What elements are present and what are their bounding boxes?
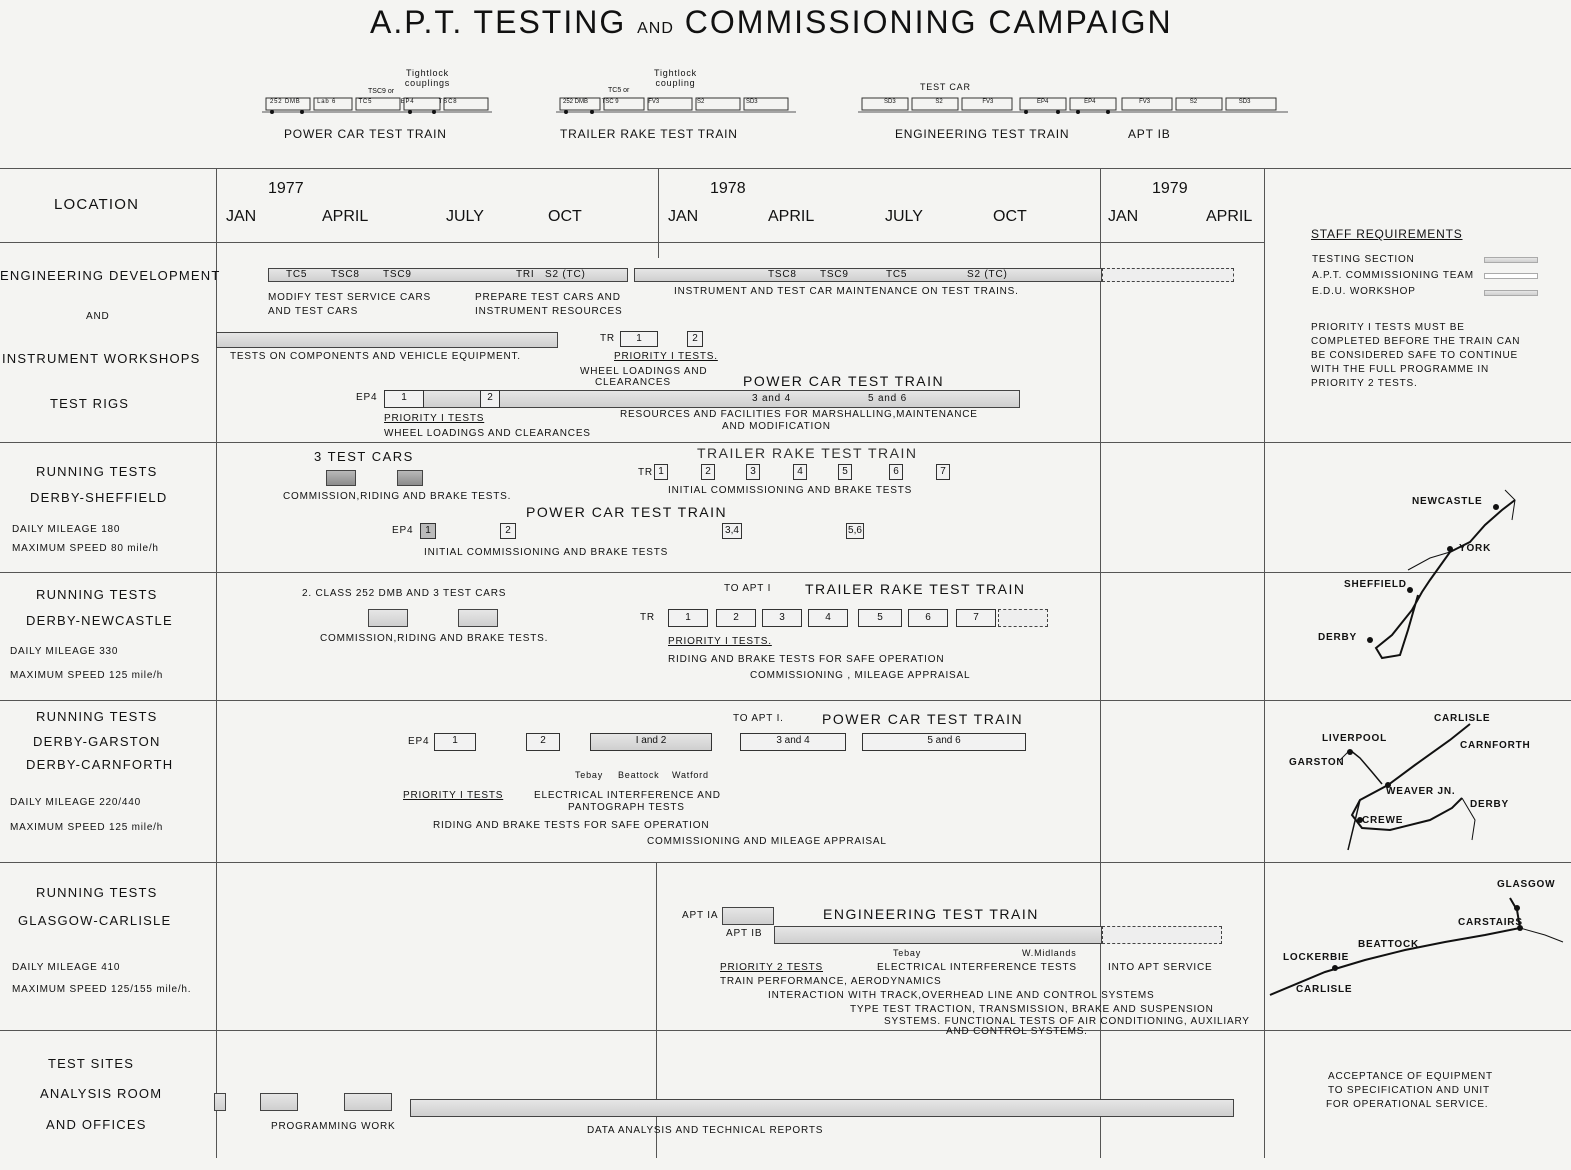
map-label-carlisle: CARLISLE (1434, 713, 1491, 724)
car-tag: S2 (TC) (545, 269, 586, 280)
task-bar (634, 268, 1102, 282)
car-label: FV3 (1139, 99, 1151, 105)
map-label-beattock: BEATTOCK (1358, 939, 1420, 950)
task-label: TESTS ON COMPONENTS AND VEHICLE EQUIPMENT. (230, 351, 521, 362)
map-label-glasgow: GLASGOW (1497, 879, 1556, 890)
stage-label: 5 and 6 (868, 393, 907, 404)
task-label: INSTRUMENT AND TEST CAR MAINTENANCE ON TEST TRAINS. (674, 286, 1019, 297)
site-label: W.Midlands (1022, 948, 1077, 958)
row-location: RUNNING TESTS (36, 464, 158, 479)
task-bar-future (998, 609, 1048, 627)
car-tag: TSC8 (331, 269, 360, 280)
tr-test-block: 5 (838, 464, 852, 480)
car-label: Lab 6 (317, 99, 337, 105)
tr-test-block: 2 (716, 609, 756, 627)
month-label: JAN (668, 208, 699, 225)
power-car-note2: TSC9 or (368, 88, 395, 95)
map-label-weaver-jn: WEAVER JN. (1386, 786, 1456, 797)
task-label: AND TEST CARS (268, 306, 359, 317)
task-label: WHEEL LOADINGS AND (580, 366, 708, 377)
test-cars-heading: 3 TEST CARS (314, 449, 414, 464)
month-label: APRIL (322, 208, 369, 225)
legend-swatch (1484, 257, 1538, 263)
map-label-lockerbie: LOCKERBIE (1283, 952, 1350, 963)
car-tag: TRI (516, 269, 535, 280)
car-label: 252 DMB (270, 99, 301, 105)
task-label: MODIFY TEST SERVICE CARS (268, 292, 431, 303)
power-car-car-labels (270, 99, 457, 105)
to-apt-label: TO APT I (724, 583, 772, 594)
max-speed: MAXIMUM SPEED 80 mile/h (12, 543, 159, 554)
train-heading: POWER CAR TEST TRAIN (743, 373, 945, 389)
tr-tag: TR (600, 333, 615, 344)
task-bar (368, 609, 408, 627)
task-bar (216, 332, 558, 348)
row-location: RUNNING TESTS (36, 885, 158, 900)
map-label-newcastle: NEWCASTLE (1412, 496, 1483, 507)
task-label: INITIAL COMMISSIONING AND BRAKE TESTS (668, 485, 913, 496)
task-label: 2. CLASS 252 DMB AND 3 TEST CARS (302, 588, 507, 599)
map-label-crewe: CREWE (1362, 815, 1404, 826)
task-label: CLEARANCES (595, 377, 671, 388)
train-heading: TRAILER RAKE TEST TRAIN (805, 581, 1026, 597)
priority-label: PRIORITY I TESTS. (614, 351, 718, 362)
daily-mileage: DAILY MILEAGE 220/440 (10, 797, 141, 808)
row-location: DERBY-GARSTON (33, 734, 161, 749)
task-bar (397, 470, 423, 486)
tr-test-block: 6 (908, 609, 948, 627)
train-heading: ENGINEERING TEST TRAIN (823, 906, 1039, 922)
car-tag: TSC8 (768, 269, 797, 280)
max-speed: MAXIMUM SPEED 125/155 mile/h. (12, 984, 192, 995)
max-speed: MAXIMUM SPEED 125 mile/h (10, 822, 164, 833)
legend-item: A.P.T. COMMISSIONING TEAM (1312, 270, 1474, 281)
map-label-liverpool: LIVERPOOL (1322, 733, 1387, 744)
test-block: 1 (620, 331, 658, 347)
map-label-carstairs: CARSTAIRS (1458, 917, 1523, 928)
route-map-derby-newcastle (1280, 480, 1560, 680)
priority-label: PRIORITY I TESTS (403, 790, 504, 801)
task-label: INTO APT SERVICE (1108, 962, 1213, 973)
priority-label: PRIORITY I TESTS (384, 413, 485, 424)
car-label: FV3 (982, 99, 994, 105)
ep4-tag: EP4 (408, 736, 430, 747)
power-car-label: POWER CAR TEST TRAIN (284, 127, 447, 141)
task-bar (344, 1093, 392, 1111)
car-label: SD3 (884, 99, 896, 105)
priority-note-line: WITH THE FULL PROGRAMME IN (1311, 364, 1490, 375)
car-label: TSC8 (438, 99, 458, 105)
row-divider (0, 862, 1571, 863)
engineering-note: TEST CAR (920, 82, 971, 92)
car-label: FV3 (648, 99, 660, 105)
tr-test-block: 1 (654, 464, 668, 480)
car-tag: TC5 (286, 269, 308, 280)
legend-swatch (1484, 273, 1538, 279)
task-bar (260, 1093, 298, 1111)
test-block: 5,6 (846, 523, 864, 539)
car-tag: TSC9 (820, 269, 849, 280)
car-label: S2 (935, 99, 943, 105)
test-block: 2 (687, 331, 703, 347)
task-label: PROGRAMMING WORK (271, 1121, 396, 1132)
map-label-sheffield: SHEFFIELD (1344, 579, 1407, 590)
daily-mileage: DAILY MILEAGE 180 (12, 524, 121, 535)
task-bar (326, 470, 356, 486)
month-label: JAN (226, 208, 257, 225)
row-location: AND (86, 311, 110, 322)
trailer-rake-note: Tightlock coupling (654, 68, 697, 88)
row-location: AND OFFICES (46, 1117, 147, 1132)
tr-test-block: 7 (936, 464, 950, 480)
priority-note-line: PRIORITY 2 TESTS. (1311, 378, 1418, 389)
row-divider (0, 1030, 1571, 1031)
legend-swatch (1484, 290, 1538, 296)
test-block: I and 2 (590, 733, 712, 751)
task-bar (458, 609, 498, 627)
test-block: 2 (480, 390, 500, 408)
tr-test-block: 5 (858, 609, 902, 627)
train-heading: POWER CAR TEST TRAIN (526, 504, 728, 520)
apt-ib-label: APT IB (1128, 127, 1171, 141)
month-label: JULY (446, 208, 484, 225)
column-divider (216, 168, 217, 1158)
test-block: 1 (434, 733, 476, 751)
location-header: LOCATION (54, 196, 140, 213)
tr-test-block: 7 (956, 609, 996, 627)
tr-test-block: 4 (808, 609, 848, 627)
ep4-tag: EP4 (356, 392, 378, 403)
task-label: INITIAL COMMISSIONING AND BRAKE TESTS (424, 547, 669, 558)
site-label: Tebay (893, 948, 922, 958)
staff-requirements-heading: STAFF REQUIREMENTS (1311, 227, 1463, 241)
car-label: TSC 9 (601, 99, 619, 105)
row-divider (0, 700, 1571, 701)
car-tag: S2 (TC) (967, 269, 1008, 280)
map-label-york: YORK (1459, 543, 1492, 554)
year-1978: 1978 (710, 180, 746, 197)
priority-note-line: COMPLETED BEFORE THE TRAIN CAN (1311, 336, 1521, 347)
month-label: JAN (1108, 208, 1139, 225)
task-label: COMMISSION,RIDING AND BRAKE TESTS. (320, 633, 549, 644)
map-label-derby: DERBY (1470, 799, 1510, 810)
row-location: RUNNING TESTS (36, 587, 158, 602)
tr-test-block: 2 (701, 464, 715, 480)
stage-label: 3 and 4 (752, 393, 791, 404)
to-apt-label: TO APT I. (733, 713, 784, 724)
year-1977: 1977 (268, 180, 304, 197)
tr-test-block: 6 (889, 464, 903, 480)
test-block: 3,4 (722, 523, 742, 539)
task-label: AND CONTROL SYSTEMS. (946, 1026, 1088, 1037)
year-divider (658, 168, 659, 258)
legend-item: E.D.U. WORKSHOP (1312, 286, 1416, 297)
tr-tag: TR (638, 467, 653, 478)
task-bar (410, 1099, 1234, 1117)
task-label: WHEEL LOADINGS AND CLEARANCES (384, 428, 591, 439)
map-label-garston: GARSTON (1289, 757, 1345, 768)
month-label: APRIL (768, 208, 815, 225)
car-label: S2 (696, 99, 705, 105)
tr-test-block: 3 (746, 464, 760, 480)
task-label: AND MODIFICATION (722, 421, 831, 432)
engineering-car-labels (884, 99, 1250, 105)
car-tag: TSC9 (383, 269, 412, 280)
apt-1a-tag: APT IA (682, 910, 719, 921)
max-speed: MAXIMUM SPEED 125 mile/h (10, 670, 164, 681)
task-label: COMMISSION,RIDING AND BRAKE TESTS. (283, 491, 512, 502)
row-location: INSTRUMENT WORKSHOPS (2, 351, 201, 366)
test-block: 2 (526, 733, 560, 751)
row-location: ENGINEERING DEVELOPMENT (0, 268, 221, 283)
map-label-carnforth: CARNFORTH (1460, 740, 1531, 751)
task-label: PANTOGRAPH TESTS (568, 802, 685, 813)
task-label: DATA ANALYSIS AND TECHNICAL REPORTS (587, 1125, 824, 1136)
row-location: GLASGOW-CARLISLE (18, 913, 172, 928)
row-location: TEST RIGS (50, 396, 130, 411)
tr-tag: TR (640, 612, 655, 623)
task-label: ELECTRICAL INTERFERENCE AND (534, 790, 721, 801)
site-label: Tebay (575, 770, 604, 780)
car-label: EP4 (1084, 99, 1096, 105)
car-label: SD3 (745, 99, 758, 105)
task-label: PREPARE TEST CARS AND (475, 292, 621, 303)
task-label: TRAIN PERFORMANCE, AERODYNAMICS (720, 976, 942, 987)
test-block: 1 (384, 390, 424, 408)
task-label: COMMISSIONING , MILEAGE APPRAISAL (750, 670, 971, 681)
task-label: COMMISSIONING AND MILEAGE APPRAISAL (647, 836, 887, 847)
car-label: EP4 (1037, 99, 1049, 105)
engineering-label: ENGINEERING TEST TRAIN (895, 127, 1070, 141)
priority-note-line: PRIORITY I TESTS MUST BE (1311, 322, 1465, 333)
month-label: APRIL (1206, 208, 1253, 225)
power-car-note: Tightlock couplings (404, 68, 451, 88)
test-block: 2 (500, 523, 516, 539)
map-label-derby: DERBY (1318, 632, 1358, 643)
daily-mileage: DAILY MILEAGE 410 (12, 962, 121, 973)
month-label: OCT (993, 208, 1027, 225)
car-label: SD3 (1238, 99, 1251, 105)
title-part2: COMMISSIONING CAMPAIGN (684, 4, 1173, 40)
train-heading: POWER CAR TEST TRAIN (822, 711, 1024, 727)
row-location: DERBY-CARNFORTH (26, 757, 174, 772)
daily-mileage: DAILY MILEAGE 330 (10, 646, 119, 657)
task-bar (214, 1093, 226, 1111)
task-label: RIDING AND BRAKE TESTS FOR SAFE OPERATION (668, 654, 945, 665)
tr-test-block: 4 (793, 464, 807, 480)
train-heading: TRAILER RAKE TEST TRAIN (697, 445, 918, 461)
task-bar (722, 907, 774, 925)
car-label: EP4 (400, 99, 415, 105)
acceptance-line: FOR OPERATIONAL SERVICE. (1326, 1099, 1489, 1110)
ep4-tag: EP4 (392, 525, 414, 536)
legend-item: TESTING SECTION (1312, 254, 1415, 265)
test-block: 1 (420, 523, 436, 539)
acceptance-line: ACCEPTANCE OF EQUIPMENT (1328, 1071, 1493, 1082)
row-location: ANALYSIS ROOM (40, 1086, 163, 1101)
task-label: RIDING AND BRAKE TESTS FOR SAFE OPERATION (433, 820, 710, 831)
priority-note-line: BE CONSIDERED SAFE TO CONTINUE (1311, 350, 1518, 361)
month-label: OCT (548, 208, 582, 225)
month-label: JULY (885, 208, 923, 225)
row-location: RUNNING TESTS (36, 709, 158, 724)
task-label: SYSTEMS. FUNCTIONAL TESTS OF AIR CONDITIONING, AUXILIARY (884, 1016, 1250, 1027)
task-label: RESOURCES AND FACILITIES FOR MARSHALLING,MAINTENANCE (620, 409, 978, 420)
row-location: DERBY-SHEFFIELD (30, 490, 168, 505)
page-title (370, 4, 1173, 41)
priority-label: PRIORITY I TESTS. (668, 636, 772, 647)
site-label: Watford (672, 770, 709, 780)
car-tag: TC5 (886, 269, 908, 280)
map-label-carlisle: CARLISLE (1296, 984, 1353, 995)
acceptance-line: TO SPECIFICATION AND UNIT (1328, 1085, 1490, 1096)
priority-label: PRIORITY 2 TESTS (720, 962, 824, 973)
task-label: INSTRUMENT RESOURCES (475, 306, 623, 317)
row-divider (0, 242, 1264, 243)
apt-1b-tag: APT IB (726, 928, 763, 939)
title-and: AND (637, 20, 674, 37)
car-label: TC5 (358, 99, 373, 105)
tr-test-block: 3 (762, 609, 802, 627)
row-location: DERBY-NEWCASTLE (26, 613, 173, 628)
test-block: 5 and 6 (862, 733, 1026, 751)
title-part1: A.P.T. TESTING (370, 4, 627, 40)
trailer-rake-label: TRAILER RAKE TEST TRAIN (560, 127, 738, 141)
trailer-rake-car-labels (563, 99, 758, 105)
task-bar-future (1102, 926, 1222, 944)
task-bar-future (1102, 268, 1234, 282)
task-label: INTERACTION WITH TRACK,OVERHEAD LINE AND CONTROL SYSTEMS (768, 990, 1155, 1001)
trailer-rake-note2: TC5 or (608, 87, 630, 94)
row-location: TEST SITES (48, 1056, 135, 1071)
car-label: 252 DMB (563, 99, 589, 105)
tr-test-block: 1 (668, 609, 708, 627)
car-label: S2 (1189, 99, 1198, 105)
task-label: ELECTRICAL INTERFERENCE TESTS (877, 962, 1077, 973)
task-bar (774, 926, 1102, 944)
row-divider (0, 168, 1571, 169)
test-block: 3 and 4 (740, 733, 846, 751)
row-divider (0, 442, 1571, 443)
task-label: TYPE TEST TRACTION, TRANSMISSION, BRAKE AND SUSPENSION (850, 1004, 1214, 1015)
site-label: Beattock (618, 770, 660, 780)
year-1979: 1979 (1152, 180, 1188, 197)
